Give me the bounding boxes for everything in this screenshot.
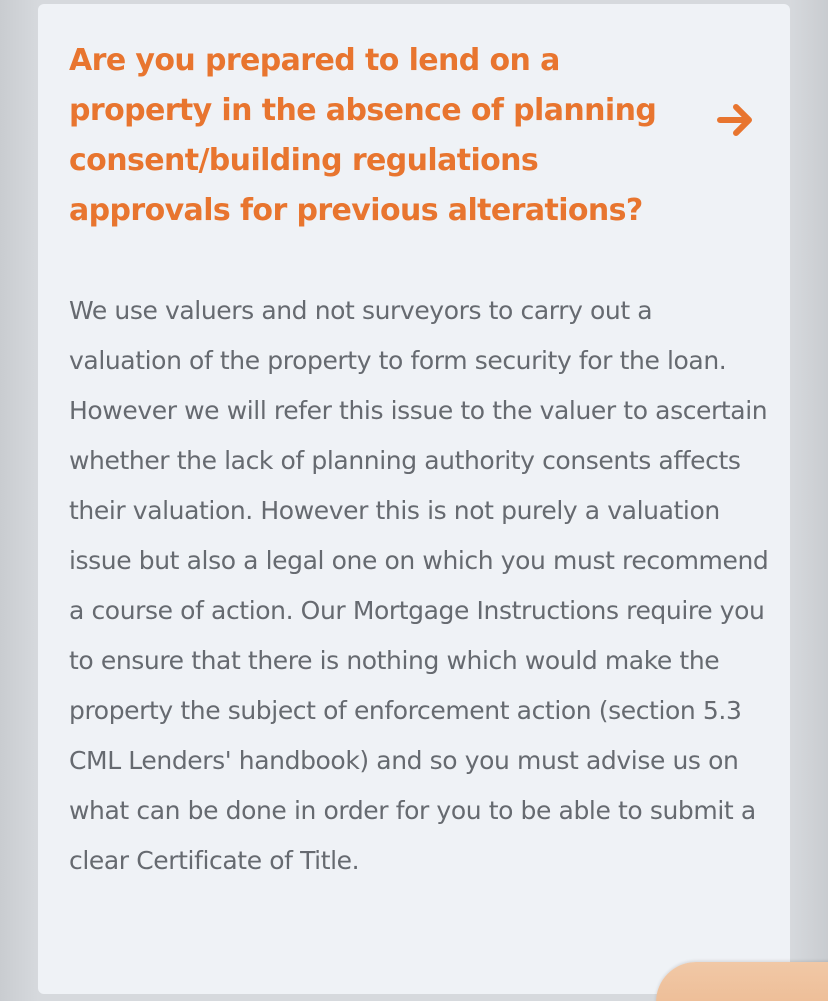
faq-question[interactable]: Are you prepared to lend on a property in the absence of planning consent/building regulations approvals for previous alterations?: [69, 43, 657, 228]
faq-answer: We use valuers and not surveyors to carry out a valuation of the property to form security for the loan. However we will refer this issue to the valuer to ascertain whether the lack of planning authority consents affects their valuation. However this is not purely a valuation issue but also a legal one on which you must recommend a course of action. Our Mortgage Instructions require you to ensure that there is nothing which would make the property the subject of enforcement action (section 5.3 CML Lenders' handbook) and so you must advise us on what can be done in order for you to be able to submit a clear Certificate of Title.: [69, 296, 769, 875]
faq-card: [38, 4, 790, 994]
arrow-right-icon[interactable]: [716, 100, 756, 140]
floating-action-button[interactable]: [656, 962, 828, 1001]
